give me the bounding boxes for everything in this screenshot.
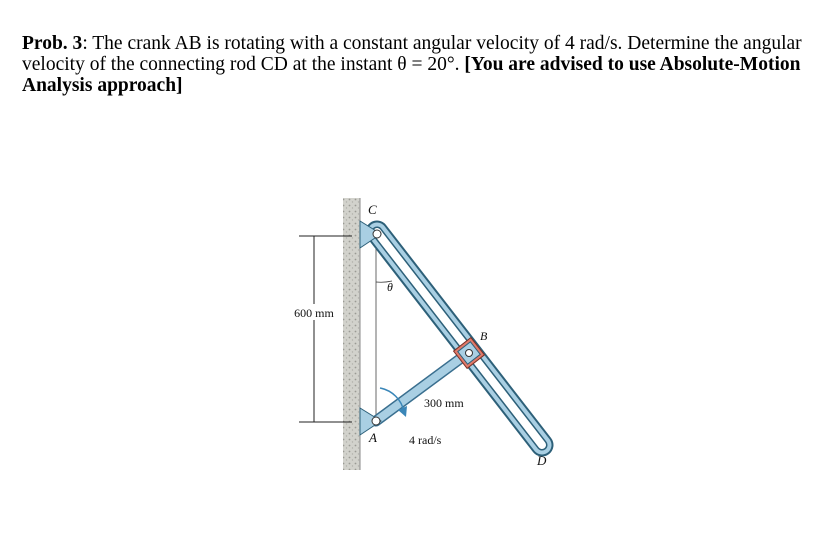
problem-label-separator: :	[82, 33, 93, 54]
point-c-label: C	[368, 202, 377, 217]
point-b-label: B	[480, 329, 488, 343]
problem-advice: [You are advised to use Absolute-Motion Analysis approach]	[22, 54, 801, 96]
problem-body: The crank AB is rotating with a constant angular velocity of 4 rad/s. Determine the angular velocity of the connecting rod CD at the instant θ = 20°.	[22, 33, 802, 75]
point-d-label: D	[537, 453, 547, 468]
problem-label: Prob. 3	[22, 33, 83, 54]
crank-length-label: 300 mm	[424, 396, 464, 410]
wall	[343, 198, 360, 470]
dimension-600mm-label: 600 mm	[294, 306, 334, 320]
angular-velocity-label: 4 rad/s	[409, 433, 442, 447]
point-a-label: A	[369, 430, 377, 445]
crank-ab	[376, 353, 468, 421]
theta-label: θ	[387, 280, 393, 294]
